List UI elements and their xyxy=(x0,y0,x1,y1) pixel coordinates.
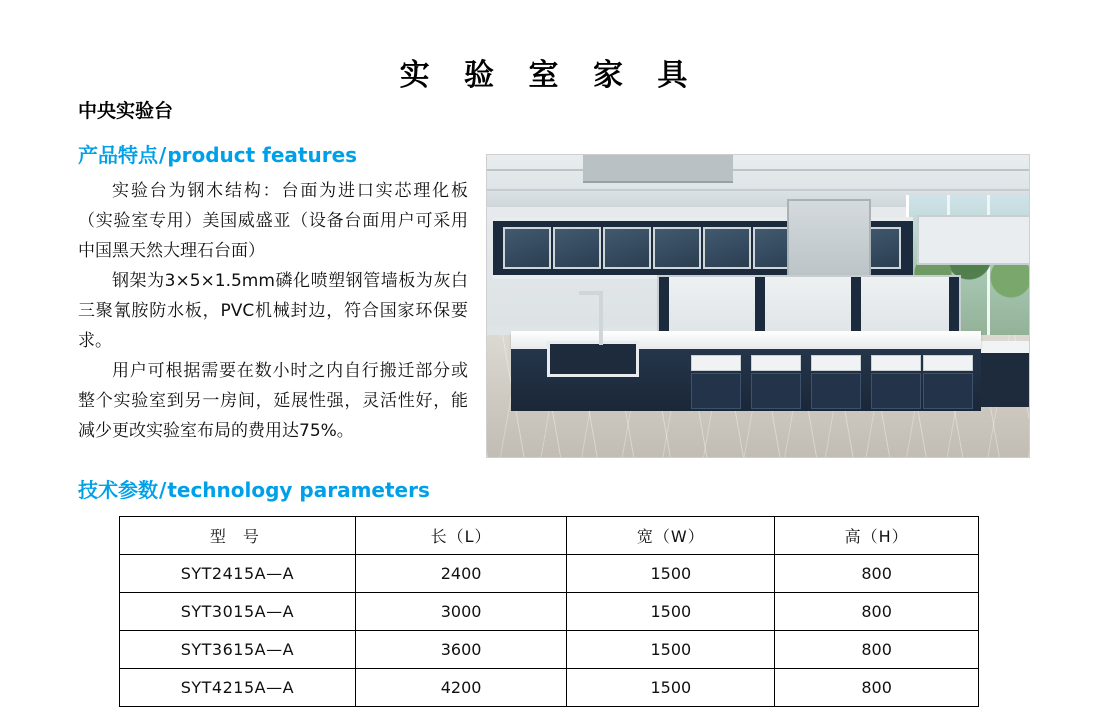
photo-bench-door xyxy=(751,373,801,409)
cell-length: 2400 xyxy=(355,555,567,593)
cell-model: SYT4215A—A xyxy=(120,669,356,707)
feature-paragraph-2: 钢架为3×5×1.5mm磷化喷塑钢管墙板为灰白三聚氰胺防水板，PVC机械封边，符合国家环保要求。 xyxy=(78,271,468,351)
photo-bench-door xyxy=(923,373,973,409)
table-row xyxy=(120,593,979,631)
photo-cabinet-glass-door xyxy=(703,227,751,269)
left-content-column xyxy=(78,96,468,446)
cell-length: 4200 xyxy=(355,669,567,707)
technology-parameters-heading xyxy=(78,474,430,503)
photo-cabinet-glass-door xyxy=(653,227,701,269)
photo-bench-drawer xyxy=(691,355,741,371)
photo-wall-cabinet-right xyxy=(917,215,1030,265)
table-row xyxy=(120,555,979,593)
photo-shelf-post xyxy=(851,277,861,335)
column-header-model: 型 号 xyxy=(120,517,356,555)
column-header-width: 宽（W） xyxy=(567,517,775,555)
table-row xyxy=(120,669,979,707)
cell-model: SYT2415A—A xyxy=(120,555,356,593)
photo-shelf-post xyxy=(755,277,765,335)
product-features-body xyxy=(78,176,468,446)
technology-parameters-heading-cn: 技术参数 xyxy=(78,478,158,502)
product-features-heading-separator: / xyxy=(159,143,167,167)
photo-bench-door xyxy=(691,373,741,409)
photo-cabinet-glass-door xyxy=(553,227,601,269)
cell-height: 800 xyxy=(775,555,979,593)
laboratory-photo xyxy=(486,154,1030,458)
parameters-table xyxy=(119,516,979,707)
technology-parameters-heading-en: technology parameters xyxy=(167,478,430,502)
photo-faucet xyxy=(599,291,603,345)
product-features-heading xyxy=(78,139,468,168)
photo-bench-drawer xyxy=(923,355,973,371)
photo-bench-door xyxy=(811,373,861,409)
cell-height: 800 xyxy=(775,593,979,631)
cell-width: 1500 xyxy=(567,593,775,631)
page-title: 实 验 室 家 具 xyxy=(399,58,700,93)
cell-model: SYT3015A—A xyxy=(120,593,356,631)
technology-parameters-heading-separator: / xyxy=(159,478,167,502)
column-header-height: 高（H） xyxy=(775,517,979,555)
section-title: 中央实验台 xyxy=(78,100,174,122)
product-features-heading-cn: 产品特点 xyxy=(78,143,158,167)
laboratory-photo-illustration xyxy=(487,155,1029,457)
cell-width: 1500 xyxy=(567,555,775,593)
cell-length: 3000 xyxy=(355,593,567,631)
photo-bench-drawer xyxy=(751,355,801,371)
feature-paragraph-1: 实验台为钢木结构：台面为进口实芯理化板（实验室专用）美国威盛亚（设备台面用户可采用中国黑天然大理石台面） xyxy=(78,181,468,261)
photo-cabinet-glass-door xyxy=(603,227,651,269)
photo-fume-hood xyxy=(787,199,871,287)
photo-bench-drawer xyxy=(871,355,921,371)
column-header-length: 长（L） xyxy=(355,517,567,555)
photo-ceiling-duct xyxy=(583,155,733,183)
photo-bench-drawer xyxy=(811,355,861,371)
cell-width: 1500 xyxy=(567,631,775,669)
product-features-heading-en: product features xyxy=(167,143,358,167)
photo-shelf-post xyxy=(659,277,669,335)
cell-model: SYT3615A—A xyxy=(120,631,356,669)
cell-length: 3600 xyxy=(355,631,567,669)
photo-cabinet-glass-door xyxy=(503,227,551,269)
cell-width: 1500 xyxy=(567,669,775,707)
photo-bench-door xyxy=(871,373,921,409)
table-row xyxy=(120,631,979,669)
photo-sink xyxy=(547,341,639,377)
photo-reagent-shelf xyxy=(657,275,961,337)
table-header-row xyxy=(120,517,979,555)
cell-height: 800 xyxy=(775,669,979,707)
feature-paragraph-3: 用户可根据需要在数小时之内自行搬迁部分或整个实验室到另一房间，延展性强，灵活性好，能减少更改实验室布局的费用达75%。 xyxy=(78,361,468,441)
photo-shelf-post xyxy=(949,277,959,335)
cell-height: 800 xyxy=(775,631,979,669)
